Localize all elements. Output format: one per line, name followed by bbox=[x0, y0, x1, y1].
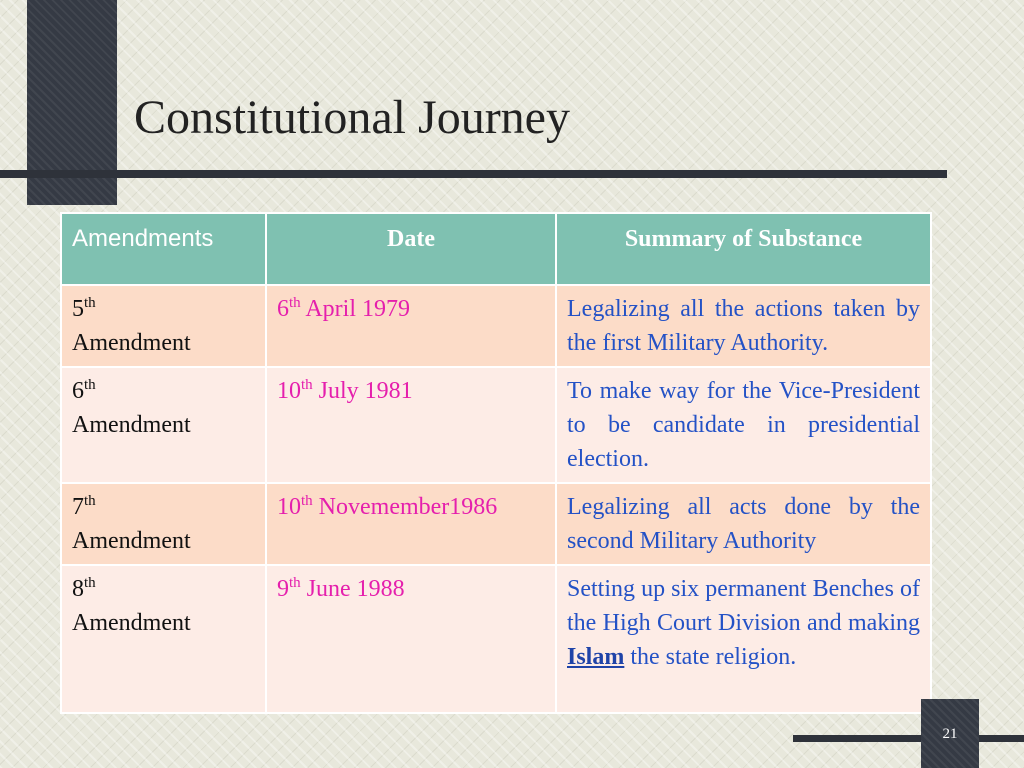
date-ordinal-suffix: th bbox=[301, 493, 313, 509]
date-cell bbox=[266, 285, 556, 367]
table-row bbox=[61, 285, 931, 367]
table-row bbox=[61, 367, 931, 483]
summary-cell: To make way for the Vice-President to be candidate in presidential election. bbox=[556, 367, 931, 483]
amendment-label: Amendment bbox=[72, 610, 191, 636]
header-summary: Summary of Substance bbox=[556, 213, 931, 285]
amendment-ordinal-suffix: th bbox=[84, 377, 96, 393]
date-month-year: July 1981 bbox=[312, 378, 413, 404]
amendment-number: 7 bbox=[72, 494, 84, 520]
amendment-cell bbox=[61, 367, 266, 483]
summary-cell bbox=[556, 565, 931, 713]
date-day: 9 bbox=[277, 576, 289, 602]
date-cell bbox=[266, 483, 556, 565]
amendment-cell bbox=[61, 285, 266, 367]
date-day: 10 bbox=[277, 378, 301, 404]
date-ordinal-suffix: th bbox=[289, 575, 301, 591]
footer-bar bbox=[793, 735, 1024, 742]
amendment-cell bbox=[61, 483, 266, 565]
amendment-cell bbox=[61, 565, 266, 713]
amendment-label: Amendment bbox=[72, 412, 191, 438]
header-amendments: Amendments bbox=[61, 213, 266, 285]
summary-cell: Legalizing all acts done by the second Military Authority bbox=[556, 483, 931, 565]
amendment-ordinal-suffix: th bbox=[84, 295, 96, 311]
date-ordinal-suffix: th bbox=[301, 377, 313, 393]
summary-text: Setting up six permanent Benches of the High Court Division and making bbox=[567, 576, 920, 636]
summary-cell: Legalizing all the actions taken by the first Military Authority. bbox=[556, 285, 931, 367]
table-header-row bbox=[61, 213, 931, 285]
amendment-ordinal-suffix: th bbox=[84, 575, 96, 591]
page-number: 21 bbox=[942, 726, 958, 742]
date-cell bbox=[266, 565, 556, 713]
islam-link[interactable]: Islam bbox=[567, 644, 625, 670]
summary-text: the state religion. bbox=[624, 644, 797, 670]
amendment-label: Amendment bbox=[72, 528, 191, 554]
date-day: 6 bbox=[277, 296, 289, 322]
amendment-ordinal-suffix: th bbox=[84, 493, 96, 509]
title-underline-bar bbox=[0, 170, 947, 178]
header-date: Date bbox=[266, 213, 556, 285]
amendment-number: 8 bbox=[72, 576, 84, 602]
date-month-year: June 1988 bbox=[300, 576, 405, 602]
date-cell bbox=[266, 367, 556, 483]
slide-title: Constitutional Journey bbox=[134, 91, 570, 144]
table-row bbox=[61, 483, 931, 565]
date-ordinal-suffix: th bbox=[289, 295, 301, 311]
date-month-year: Novemember1986 bbox=[312, 494, 498, 520]
date-month-year: April 1979 bbox=[300, 296, 411, 322]
table-row bbox=[61, 565, 931, 713]
amendment-number: 6 bbox=[72, 378, 84, 404]
amendments-table bbox=[60, 212, 932, 714]
amendment-label: Amendment bbox=[72, 330, 191, 356]
amendment-number: 5 bbox=[72, 296, 84, 322]
date-day: 10 bbox=[277, 494, 301, 520]
